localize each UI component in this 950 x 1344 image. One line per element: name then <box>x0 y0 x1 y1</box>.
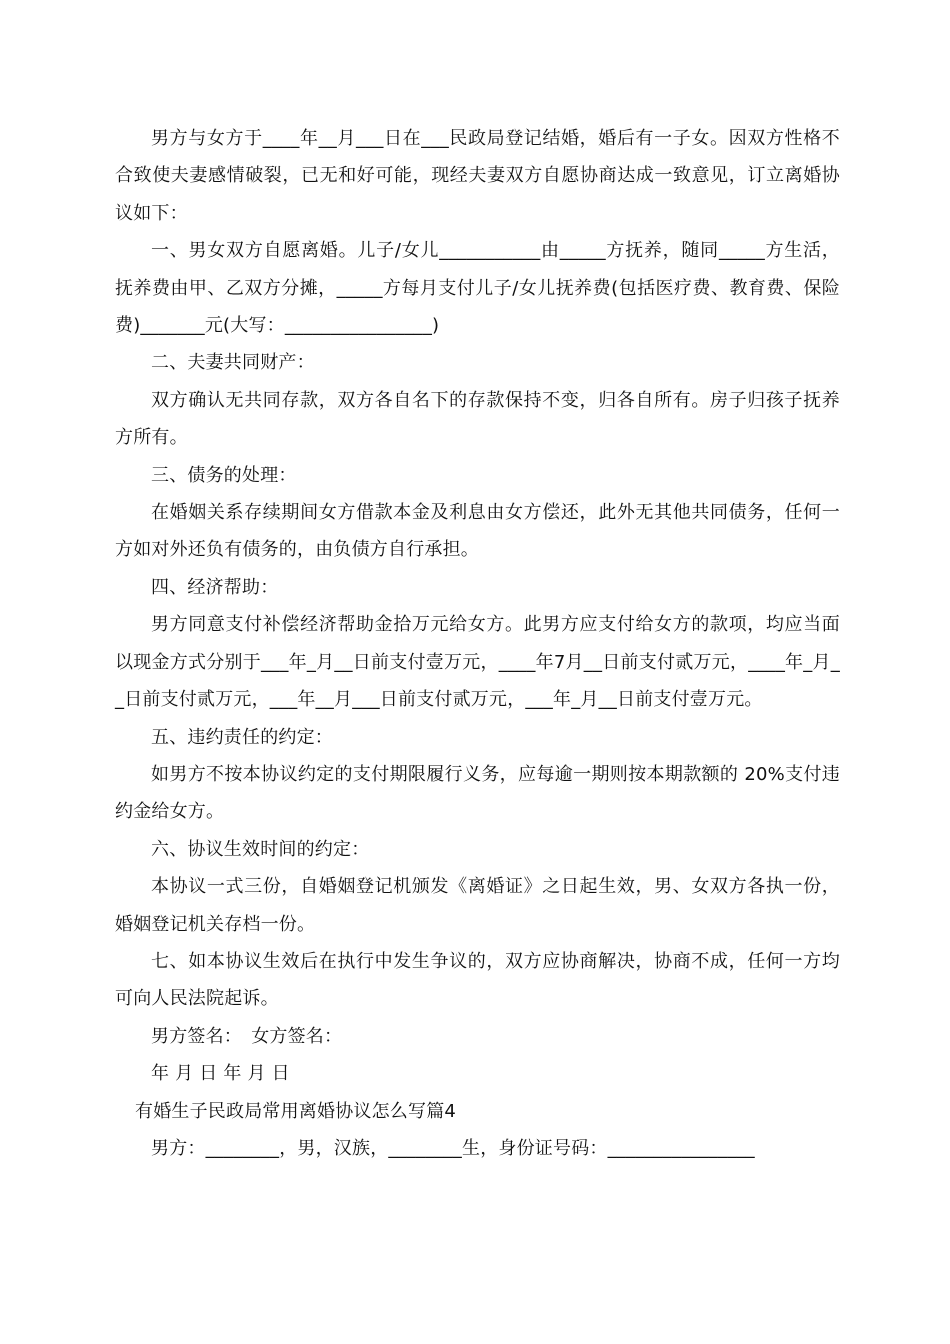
clause-6-body: 本协议一式三份，自婚姻登记机颁发《离婚证》之日起生效，男、女双方各执一份，婚姻登记机关存档一份。 <box>115 876 840 935</box>
clause-5-heading: 五、违约责任的约定： <box>151 726 333 748</box>
clause-4-body: 男方同意支付补偿经济帮助金拾万元给女方。此男方应支付给女方的款项，均应当面以现金方式分别于___年_月__日前支付壹万元，____年7月__日前支付贰万元，____年_月__日前支付贰万元，___年__月___日前支付贰万元，___年_月__日前支付壹万元。 <box>115 614 840 711</box>
section-heading: 有婚生子民政局常用离婚协议怎么写篇4 <box>135 1100 457 1122</box>
party-info-line: 男方：________，男，汉族，________生，身份证号码：________________ <box>151 1137 755 1159</box>
clause-5-body: 如男方不按本协议约定的支付期限履行义务，应每逾一期则按本期款额的 20%支付违约金给女方。 <box>115 763 840 823</box>
clause-7: 七、如本协议生效后在执行中发生争议的，双方应协商解决，协商不成，任何一方均可向人民法院起诉。 <box>115 950 840 1010</box>
clause-2-body: 双方确认无共同存款，双方各自名下的存款保持不变，归各自所有。房子归孩子抚养方所有。 <box>115 389 840 449</box>
clause-1-custody: 一、男女双方自愿离婚。儿子/女儿___________由_____方抚养，随同_____方生活，抚养费由甲、乙双方分摊，_____方每月支付儿子/女儿抚养费(包括医疗费、教育费、保险费)_______元(大写：________________) <box>115 240 840 337</box>
signature-line: 男方签名： 女方签名： <box>151 1025 343 1047</box>
clause-3-heading: 三、债务的处理： <box>151 464 297 486</box>
clause-3-body: 在婚姻关系存续期间女方借款本金及利息由女方偿还，此外无其他共同债务，任何一方如对外还负有债务的，由负债方自行承担。 <box>115 502 840 561</box>
clause-4-heading: 四、经济帮助： <box>151 576 279 598</box>
clause-2-heading: 二、夫妻共同财产： <box>151 352 315 374</box>
clause-6-heading: 六、协议生效时间的约定： <box>151 838 370 860</box>
intro-paragraph: 男方与女方于____年__月___日在___民政局登记结婚，婚后有一子女。因双方性格不合致使夫妻感情破裂，已无和好可能，现经夫妻双方自愿协商达成一致意见，订立离婚协议如下： <box>115 128 840 224</box>
document-body <box>115 120 840 1167</box>
date-line: 年 月 日 年 月 日 <box>151 1063 290 1085</box>
